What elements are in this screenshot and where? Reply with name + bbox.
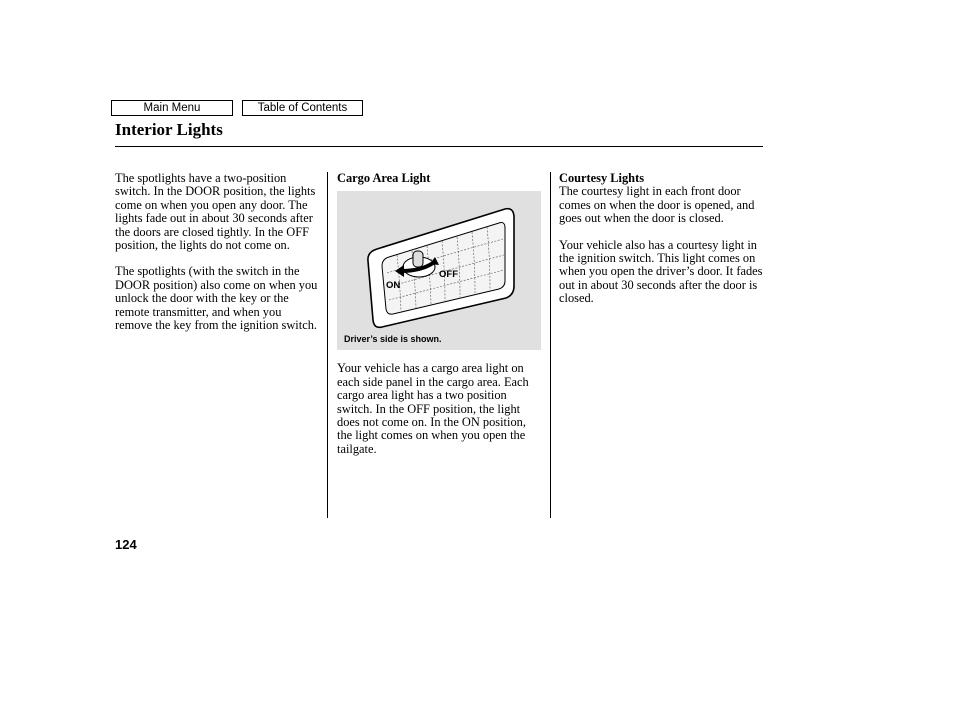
page-title: Interior Lights [115,120,223,139]
column-divider [550,172,551,518]
title-rule [115,146,763,147]
page-number: 124 [115,537,137,552]
main-menu-button[interactable]: Main Menu [111,100,233,116]
spotlights-paragraph-2: The spotlights (with the switch in the DOOR position) also come on when you unlock the door with the key or the remote transmitter, and when you remove the key from the ignition switch. [115,264,318,333]
courtesy-lights-paragraph-2: Your vehicle also has a courtesy light in the ignition switch. This light comes on when you open the driver’s door. It fades out in about 30 seconds after the door is closed. [559,237,763,306]
off-label: OFF [439,269,458,281]
courtesy-lights-paragraph-1: The courtesy light in each front door comes on when the door is opened, and goes out when the door is closed. [559,184,755,226]
on-label: ON [386,280,401,292]
cargo-area-light-heading: Cargo Area Light [337,171,431,185]
cargo-light-illustration [337,191,541,350]
column-courtesy-lights [559,172,764,306]
column-divider [327,172,328,518]
figure-caption: Driver’s side is shown. [344,334,442,345]
column-spotlights [115,172,320,332]
column-cargo-area-light [337,172,542,456]
courtesy-lights-heading: Courtesy Lights [559,171,645,185]
spotlights-paragraph-1: The spotlights have a two-position switch. In the DOOR position, the lights come on when you open any door. The lights fade out in about 30 seconds after the doors are closed tightly. In the OFF position, the lights do not come on. [115,171,316,253]
cargo-area-light-paragraph: Your vehicle has a cargo area light on each side panel in the cargo area. Each cargo area light has a two position switch. In the OFF position, the light does not come on. In the ON position, the light comes on when you open the tailgate. [337,361,529,456]
table-of-contents-button[interactable]: Table of Contents [242,100,363,116]
